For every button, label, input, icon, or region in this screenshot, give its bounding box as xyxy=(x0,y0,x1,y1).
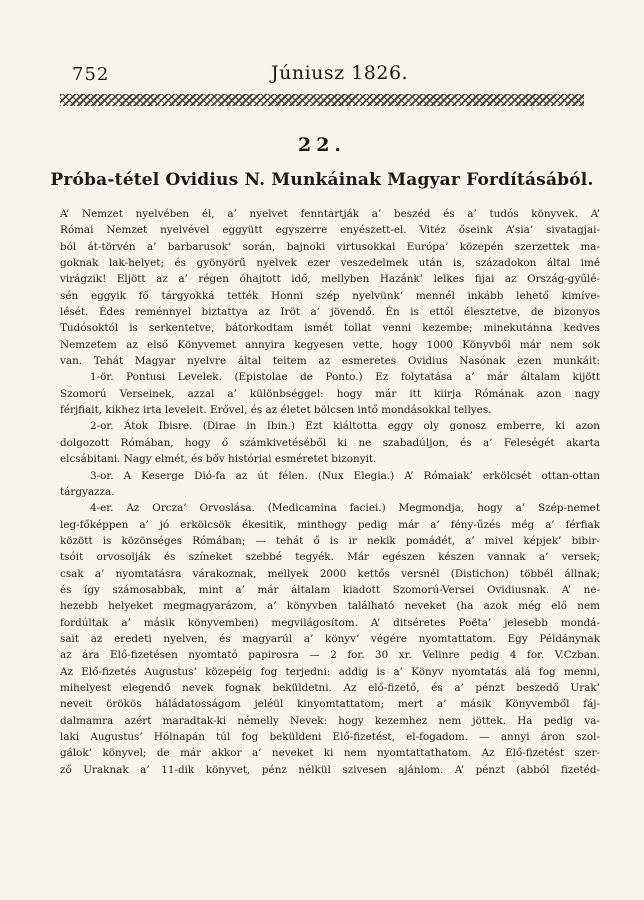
body-line: Nemzetem az első Könyvemet annyira kegyesen vette, hogy 1000 Könyvből már nem sok xyxy=(60,338,600,351)
body-line: sait az eredeti nyelven, és magyarúl a’ könyv’ végére nyomtattatom. Egy Példánynak xyxy=(60,632,600,645)
article-body xyxy=(60,206,600,778)
running-head-date: Júniusz 1826. xyxy=(271,62,409,84)
body-line: gálok’ könyvel; de már akkor a’ neveket ki nem nyomtattathatom. Az Elő-fizetést szer- xyxy=(60,747,600,760)
body-line: elcsábitani. Nagy elmét, és bőv históriai esméretet bizonyit. xyxy=(60,453,377,466)
body-line: Szomorú Verseinek, azzal a’ különbséggel: hogy már itt kiirja Rómának azon nagy xyxy=(60,387,600,400)
body-line: az ára Elő-fizetésen nyomtató papirosra — 2 for. 30 xr. Velinre pedig 4 for. V.Czban. xyxy=(60,649,600,662)
body-line: goknak lak-helyet; és gyönyörű nyelvek ezer veszedelmek után is, századokon által imé xyxy=(60,257,600,270)
body-line: lését. Édes reménnyel biztattya az Iröt a’ jövendő. Én is ettől élesztetve, de bizonyos xyxy=(60,306,600,319)
body-line: és így számosabbak, mint a’ már általam kiadott Szomorú-Versei Ovidiusnak. A’ ne- xyxy=(60,583,600,596)
body-line: 3-or. A Keserge Dió-fa az út félen. (Nux Elegia.) A’ Rómaiak’ erkölcsét ottan-ottan xyxy=(90,469,600,482)
body-line: Az Elő-fizetés Augustus’ közepéig fog terjedni: addig is a’ Könyv nyomtatás alá fog menni, xyxy=(60,665,600,678)
decorative-rule xyxy=(60,94,584,106)
body-line: Tudósoktól is serkentetve, bátorkodtam ismét tollat venni kezembe; minekutánna kedves xyxy=(60,322,600,335)
body-line: csak a’ nyomtatásra várakoznak, mellyek 2000 kettős versnél (Distichon) többél állnak; xyxy=(60,567,600,580)
article-title: Próba-tétel Ovidius N. Munkáinak Magyar Fordításából. xyxy=(50,170,594,190)
article-number: 22. xyxy=(297,134,347,156)
page-number: 752 xyxy=(72,64,110,85)
body-line: tsóit orvosolják és színeket szebbé tegyék. Már egészen készen vannak a’ versek; xyxy=(60,551,600,564)
body-line: leg-főképpen a’ jó erkölcsök ékesitik, minthogy pedig már a’ fény-űzés még a’ férfiak xyxy=(60,518,600,531)
body-line: között is közönséges Rómában; — tehát ő is ir nekik pomádét, a’ mivel képjek’ bibir- xyxy=(60,534,600,547)
body-line: dolgozott Rómában, hogy ő számkivetéséből ki ne szabadúljon, és a’ Feleségét akarta xyxy=(60,436,600,449)
body-line: 2-or. Átok Ibisre. (Dirae in Ibin.) Ezt kiáltotta eggy oly gonosz emberre, ki azon xyxy=(90,420,600,433)
body-line: tárgyazza. xyxy=(60,485,115,498)
body-line: laki Augustus’ Hólnapán túl fog beküldeni Elő-fizetést, el-fogadom. — annyi áron szol- xyxy=(60,731,600,743)
body-line: neveit örökös háládatosságom jeléül kinyomtattatom; mert a’ másik Könyvemből fáj- xyxy=(60,698,600,711)
body-line: fordúltak a’ másik könyvemben) megvilágosítom. A’ ditséretes Poëta’ jelesebb mondá- xyxy=(60,616,600,629)
body-line: A’ Nemzet nyelvében él, a’ nyelvet fenntartják a’ beszéd és a’ tudós könyvek. A’ xyxy=(60,208,600,220)
body-line: van. Tehát Magyar nyelvre által teitem az esmeretes Ovidius Nasónak ezen munkáit: xyxy=(60,355,600,368)
body-line: ző Uraknak a’ 11-dik könyvet, pénz nélkül szivesen ajánlom. A’ pénzt (abból fizetéd- xyxy=(60,763,600,776)
body-line: Római Nemzet nyelvével eggyütt egyszerre enyészett-el. Vitéz őseink A’sia’ sivatagjai- xyxy=(60,224,600,237)
body-line: hezebb helyeket megmagyarázom, a’ könyvben található neveket (ha azok még elő nem xyxy=(60,600,600,613)
body-line: mihelyest elegendő nevek fognak beküldetni. Az elő-fizető, és a’ pénzt beszedő Urak’ xyxy=(60,681,600,694)
body-line: 4-er. Az Orcza’ Orvoslása. (Medicamina faciei.) Megmondja, hogy a’ Szép-nemet xyxy=(90,502,600,515)
body-line: 1-ör. Pontusi Levelek. (Epistolae de Ponto.) Ez folytatása a’ már általam kijött xyxy=(90,371,600,384)
body-line: sén eggyik fő tárgyokká tették Honni szép nyelvünk’ mennél inkább lehető kimíve- xyxy=(60,289,600,302)
body-line: virágzik! Eljött az a’ régen óhajtott idő, mellyben Hazánk’ lelkes fijai az Ország-gyűlé- xyxy=(60,273,600,286)
page-header xyxy=(72,62,592,88)
body-line: férjfiait, kikhez irta leveleit. Erővel, és az életet bölcsen intő mondásokkal tellyes. xyxy=(60,404,492,417)
body-line: ból át-törvén a’ barbarusok’ során, bajnoki virtusokkal Európa’ közepén szerzettek ma- xyxy=(60,240,600,253)
body-line: dalmamra azért maradtak-ki némelly Nevek: hogy kezemhez nem jöttek. Ha pedig va- xyxy=(60,714,600,727)
